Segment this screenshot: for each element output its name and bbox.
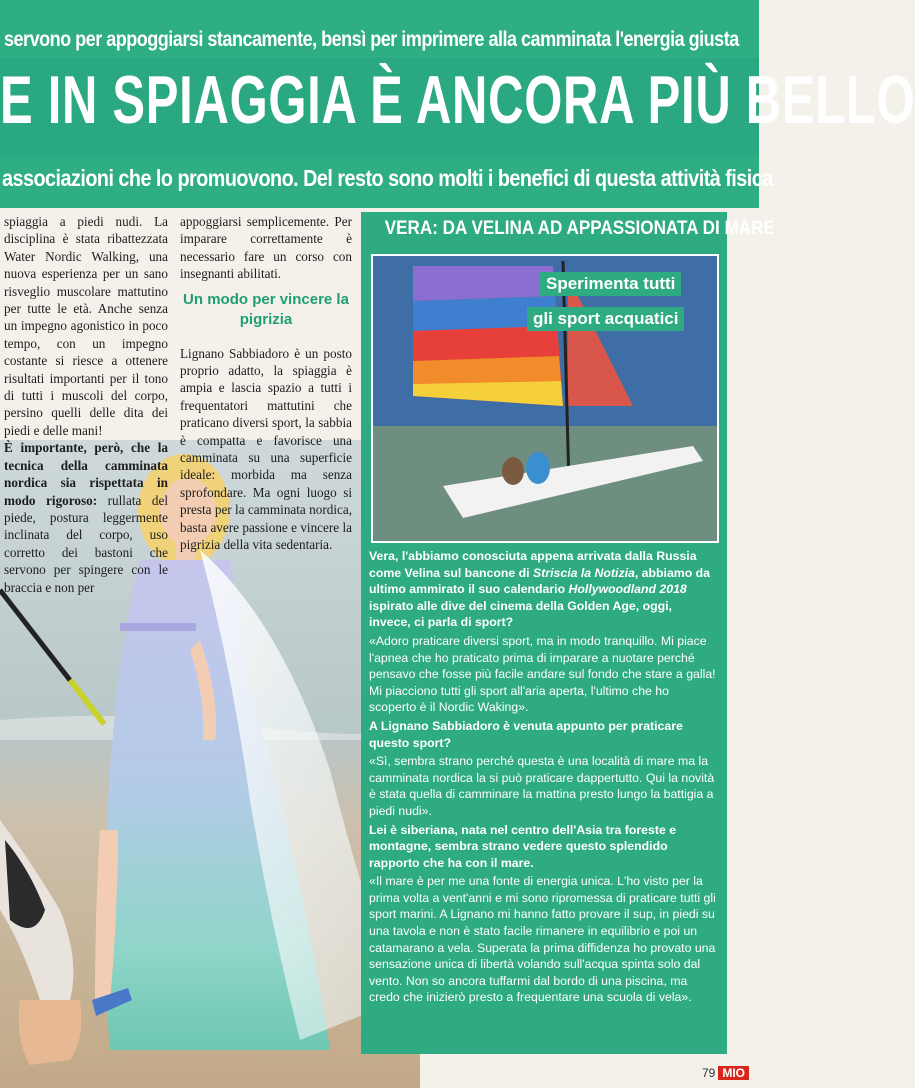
interview-answer: «Adoro praticare diversi sport, ma in modo tranquillo. Mi piace l'apnea che ho praticato prima di imparare a nuotare perché pensavo che fosse più facile andare sul fondo che stare a galla! Mi piacciono tutti gli sport all'aria aperta, l'ultimo che ho scoperto è il Nordic Waking». [369, 633, 716, 715]
interview-title: VERA: DA VELINA AD APPASSIONATA DI MARE [384, 218, 775, 239]
article-paragraph: appoggiarsi semplicemente. Per imparare correttamente è necessario fare un corso con insegnanti abilitati. [180, 214, 352, 282]
article-paragraph: rullata del piede, postura leggermente inclinata del corpo, uso corretto dei bastoni che servono per spingere con le braccia e non per [4, 492, 169, 595]
article-paragraph: Lignano Sabbiadoro è un posto proprio adatto, la spiaggia è ampia e lascia spazio a tutti i frequentatori mattutini che praticano diversi sport, la sabbia è compatta e favorisce una camminata su una superficie ideale: morbida ma senza sprofondare. Ma ogni luogo si presta per la camminata nordica, basta avere passione e vincere la pigrizia della vita sedentaria. [180, 345, 352, 553]
interview-question: A Lignano Sabbiadoro è venuta appunto per praticare questo sport? [369, 718, 683, 750]
interview-question: Vera, l'abbiamo conosciuta appena arrivata dalla Russia come Velina sul bancone di Striscia la Notizia, abbiamo da ultimo ammirato il suo calendario Hollywoodland 2018 ispirato alle dive del cinema della Golden Age, oggi, invece, ci parla di sport? [369, 549, 711, 630]
teaser-line: servono per appoggiarsi stancamente, bensì per imprimere alla camminata l'energia giusta [4, 28, 739, 51]
article-paragraph: spiaggia a piedi nudi. La disciplina è stata ribattezzata Water Nordic Walking, una nuova esperienza per un sano risveglio muscolare mattutino per tutte le età. Anche senza un impegno agonistico in poco tempo, con un impegno costante si riesce a ottenere risultati importanti per il tono di tutti i muscoli del corpo, persino quelli delle dita dei piedi e delle mani! [4, 214, 168, 438]
subline: associazioni che lo promuovono. Del resto sono molti i benefici di questa attività fisica [2, 165, 773, 191]
article-column-2 [180, 213, 352, 554]
interview-question: Lei è siberiana, nata nel centro dell'Asia tra foreste e montagne, sembra strano vedere questo splendido rapporto che ha con il mare. [369, 822, 677, 870]
interview-answer: «Il mare è per me una fonte di energia unica. L'ho visto per la prima volta a vent'anni e mi sono ripromessa di praticare tutti gli sport marini. A Lignano mi hanno fatto provare il sup, in piedi su una tavola e non è stato facile rimanere in equilibrio e poi un catamarano a vela. Superata la prima diffidenza ho provato una sensazione unica di libertà volando sull'acqua spinta solo dal vento. Non so ancora tuffarmi dal bordo di una piscina, ma credo che inizierò presto a frequentare una scuola di vela». [369, 874, 716, 1005]
article-bold-lead: È importante, però, che la tecnica della camminata nordica sia rispettata in modo rigoroso: [4, 440, 168, 508]
photo-caption: gli sport acquatici [527, 307, 684, 331]
article-subhead: Un modo per vincere la pigrizia [183, 291, 349, 328]
page-footer [702, 1066, 749, 1080]
article-column-1 [4, 213, 168, 596]
photo-caption: Sperimenta tutti [540, 272, 681, 296]
brand-logo: MIO [718, 1066, 749, 1080]
page-title: E IN SPIAGGIA È ANCORA PIÙ BELLO [0, 62, 915, 138]
page-number: 79 [701, 1066, 716, 1080]
interview-answer: «Sì, sembra strano perché questa è una località di mare ma la camminata nordica la si può praticare dappertutto. Qui la novità è stata quella di camminare la mattina presto lungo la battigia a piedi nudi». [369, 754, 715, 818]
catamaran-photo [371, 254, 719, 543]
interview-text [369, 548, 717, 1008]
